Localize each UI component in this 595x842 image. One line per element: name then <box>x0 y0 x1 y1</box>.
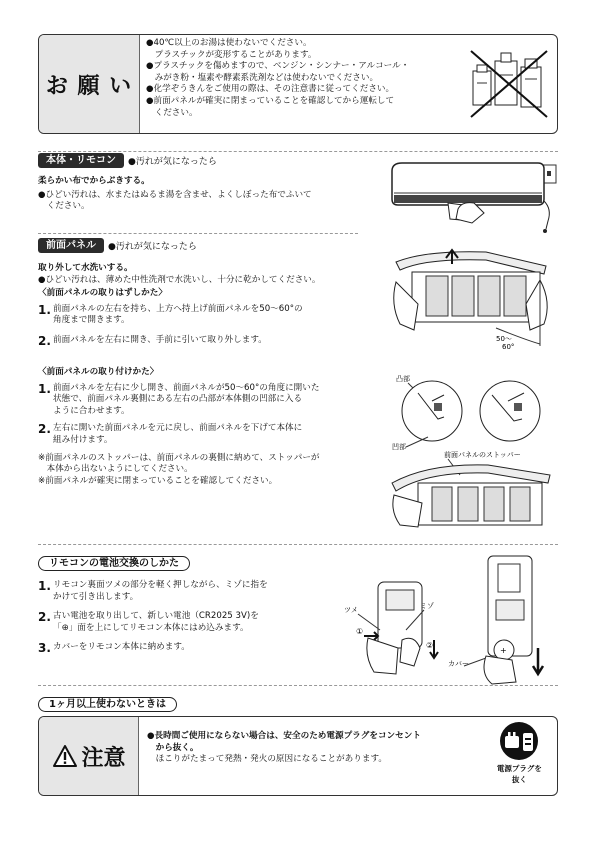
note-line: 本体から出ないようにしてください。 <box>38 464 193 475</box>
convex-label: 凸部 <box>396 375 410 383</box>
long-unused-pill: 1ヶ月以上使わないときは <box>38 697 177 712</box>
cleaning-products-illustration <box>467 43 551 127</box>
step-line: かけて引き出します。 <box>53 591 139 602</box>
claw-label: ツメ <box>344 606 358 614</box>
angle-label: 50～ <box>496 335 512 343</box>
step-line: 前面パネルを左右に少し開き、前面パネルが50～60°の角度に開いた <box>53 382 320 393</box>
attach-step <box>38 423 383 446</box>
concave-label: 凹部 <box>392 443 406 451</box>
request-line: ●プラスチックを傷めますので、ベンジン・シンナー・アルコール・ <box>146 61 410 72</box>
unplug-caption: 抜く <box>511 775 527 784</box>
step-line: 前面パネルの左右を持ち、上方へ持上げ前面パネルを50～60°の <box>53 303 303 314</box>
battery-step <box>38 580 338 603</box>
section-divider <box>38 233 358 234</box>
step-line: 状態で、前面パネル裏側にある左右の凸部が本体側の凹部に入る <box>53 394 303 405</box>
air-conditioner-wiping-illustration <box>388 157 558 237</box>
attach-title: 〈前面パネルの取り付けかた〉 <box>38 366 159 377</box>
caution-label-cell <box>39 717 139 795</box>
request-line: ●40℃以上のお湯は使わないでください。 <box>146 38 312 48</box>
request-label: お 願 い <box>45 73 133 99</box>
request-line: ●化学ぞうきんをご使用の際は、その注意書に従ってください。 <box>146 84 395 95</box>
front-panel-header <box>38 238 197 253</box>
removal-title: 〈前面パネルの取りはずしかた〉 <box>38 288 167 299</box>
unplug-icon <box>499 721 539 761</box>
step-line: カバーをリモコン本体に納めます。 <box>53 642 190 653</box>
note-line: ※前面パネルが確実に閉まっていることを確認してください。 <box>38 475 278 486</box>
step-number: 2. <box>38 610 51 625</box>
step-line: 古い電池を取り出して、新しい電池（CR2025 3V)を <box>53 611 259 622</box>
front-panel-line: ●ひどい汚れは、薄めた中性洗剤で水洗いし、十分に乾かしてください。 <box>38 274 321 285</box>
unplug-icon-block <box>482 717 557 795</box>
step-line: 「⊕」面を上にしてリモコン本体にはめ込みます。 <box>53 622 249 633</box>
body-remote-line: ●ひどい汚れは、水またはぬるま湯を含ませ、よくしぼった布でふいて <box>38 189 312 200</box>
panel-removal-illustration <box>386 244 558 352</box>
body-remote-pill: 本体・リモコン <box>38 153 124 168</box>
angle-label: 60° <box>502 343 515 351</box>
battery-header <box>38 551 190 570</box>
front-panel-text <box>38 263 383 487</box>
step-number: 2. <box>38 422 51 437</box>
stopper-label: 前面パネルのストッパー <box>444 451 521 459</box>
body-remote-text <box>38 176 378 213</box>
step-line: 左右に開いた前面パネルを元に戻し、前面パネルを下げて本体に <box>53 423 303 434</box>
front-panel-condition: ●汚れが気になったら <box>108 242 197 252</box>
caution-box <box>38 716 558 796</box>
attach-step <box>38 383 383 418</box>
body-remote-line: ください。 <box>38 201 90 212</box>
panel-attach-illustration <box>388 371 558 531</box>
step-number: 1. <box>38 381 51 396</box>
request-line: みがき粉・塩素や酵素系洗剤などは使わないでください。 <box>146 72 379 83</box>
section-divider <box>38 685 558 686</box>
caution-line: ほこりがたまって発熱・発火の原因になることがあります。 <box>147 754 387 765</box>
battery-step <box>38 642 338 654</box>
unplug-caption: 電源プラグを <box>496 764 542 773</box>
request-label-cell <box>39 35 140 133</box>
body-remote-header <box>38 153 217 168</box>
step-line: 組み付けます。 <box>53 434 113 445</box>
step-line: ように合わせます。 <box>53 405 130 416</box>
front-panel-pill: 前面パネル <box>38 238 104 253</box>
warning-triangle-icon <box>52 744 78 768</box>
body-remote-heading: 柔らかい布でからぶきする。 <box>38 176 150 186</box>
section-divider <box>38 151 558 152</box>
step-line: 前面パネルを左右に開き、手前に引いて取り外します。 <box>53 334 267 345</box>
request-line: プラスチックが変形することがあります。 <box>146 49 317 60</box>
long-unused-header <box>38 692 177 711</box>
step-number: 2. <box>38 333 51 348</box>
groove-label: ミゾ <box>420 602 434 610</box>
caution-text <box>139 717 482 795</box>
front-panel-heading: 取り外して水洗いする。 <box>38 263 133 273</box>
cover-label: カバー <box>448 660 469 668</box>
battery-plus-symbol: + <box>500 646 507 655</box>
caution-line: ●長時間ご使用にならない場合は、安全のため電源プラグをコンセント <box>147 731 421 741</box>
step-line: 角度まで開きます。 <box>53 315 130 326</box>
request-line: ください。 <box>146 107 198 118</box>
step-line: リモコン裏面ツメの部分を軽く押しながら、ミゾに指を <box>53 580 268 590</box>
section-divider <box>38 544 558 545</box>
battery-step <box>38 611 338 634</box>
body-remote-condition: ●汚れが気になったら <box>128 157 217 167</box>
note-line: ※前面パネルのストッパーは、前面パネルの裏側に納めて、ストッパーが <box>38 452 320 463</box>
request-text <box>140 35 472 133</box>
request-line: ●前面パネルが確実に閉まっていることを確認してから運転して <box>146 95 395 106</box>
battery-text <box>38 580 338 654</box>
step-number: 1. <box>38 579 51 593</box>
remote-battery-illustration <box>340 552 558 686</box>
battery-pill: リモコンの電池交換のしかた <box>38 556 190 571</box>
step-number: 3. <box>38 641 51 656</box>
request-box <box>38 34 558 134</box>
step-mark-1: ① <box>356 627 364 636</box>
step-number: 1. <box>38 302 51 317</box>
step-mark-2: ② <box>426 641 434 650</box>
caution-line: から抜く。 <box>147 742 199 753</box>
removal-step <box>38 335 383 347</box>
caution-label: 注意 <box>81 745 126 771</box>
removal-step <box>38 304 383 327</box>
